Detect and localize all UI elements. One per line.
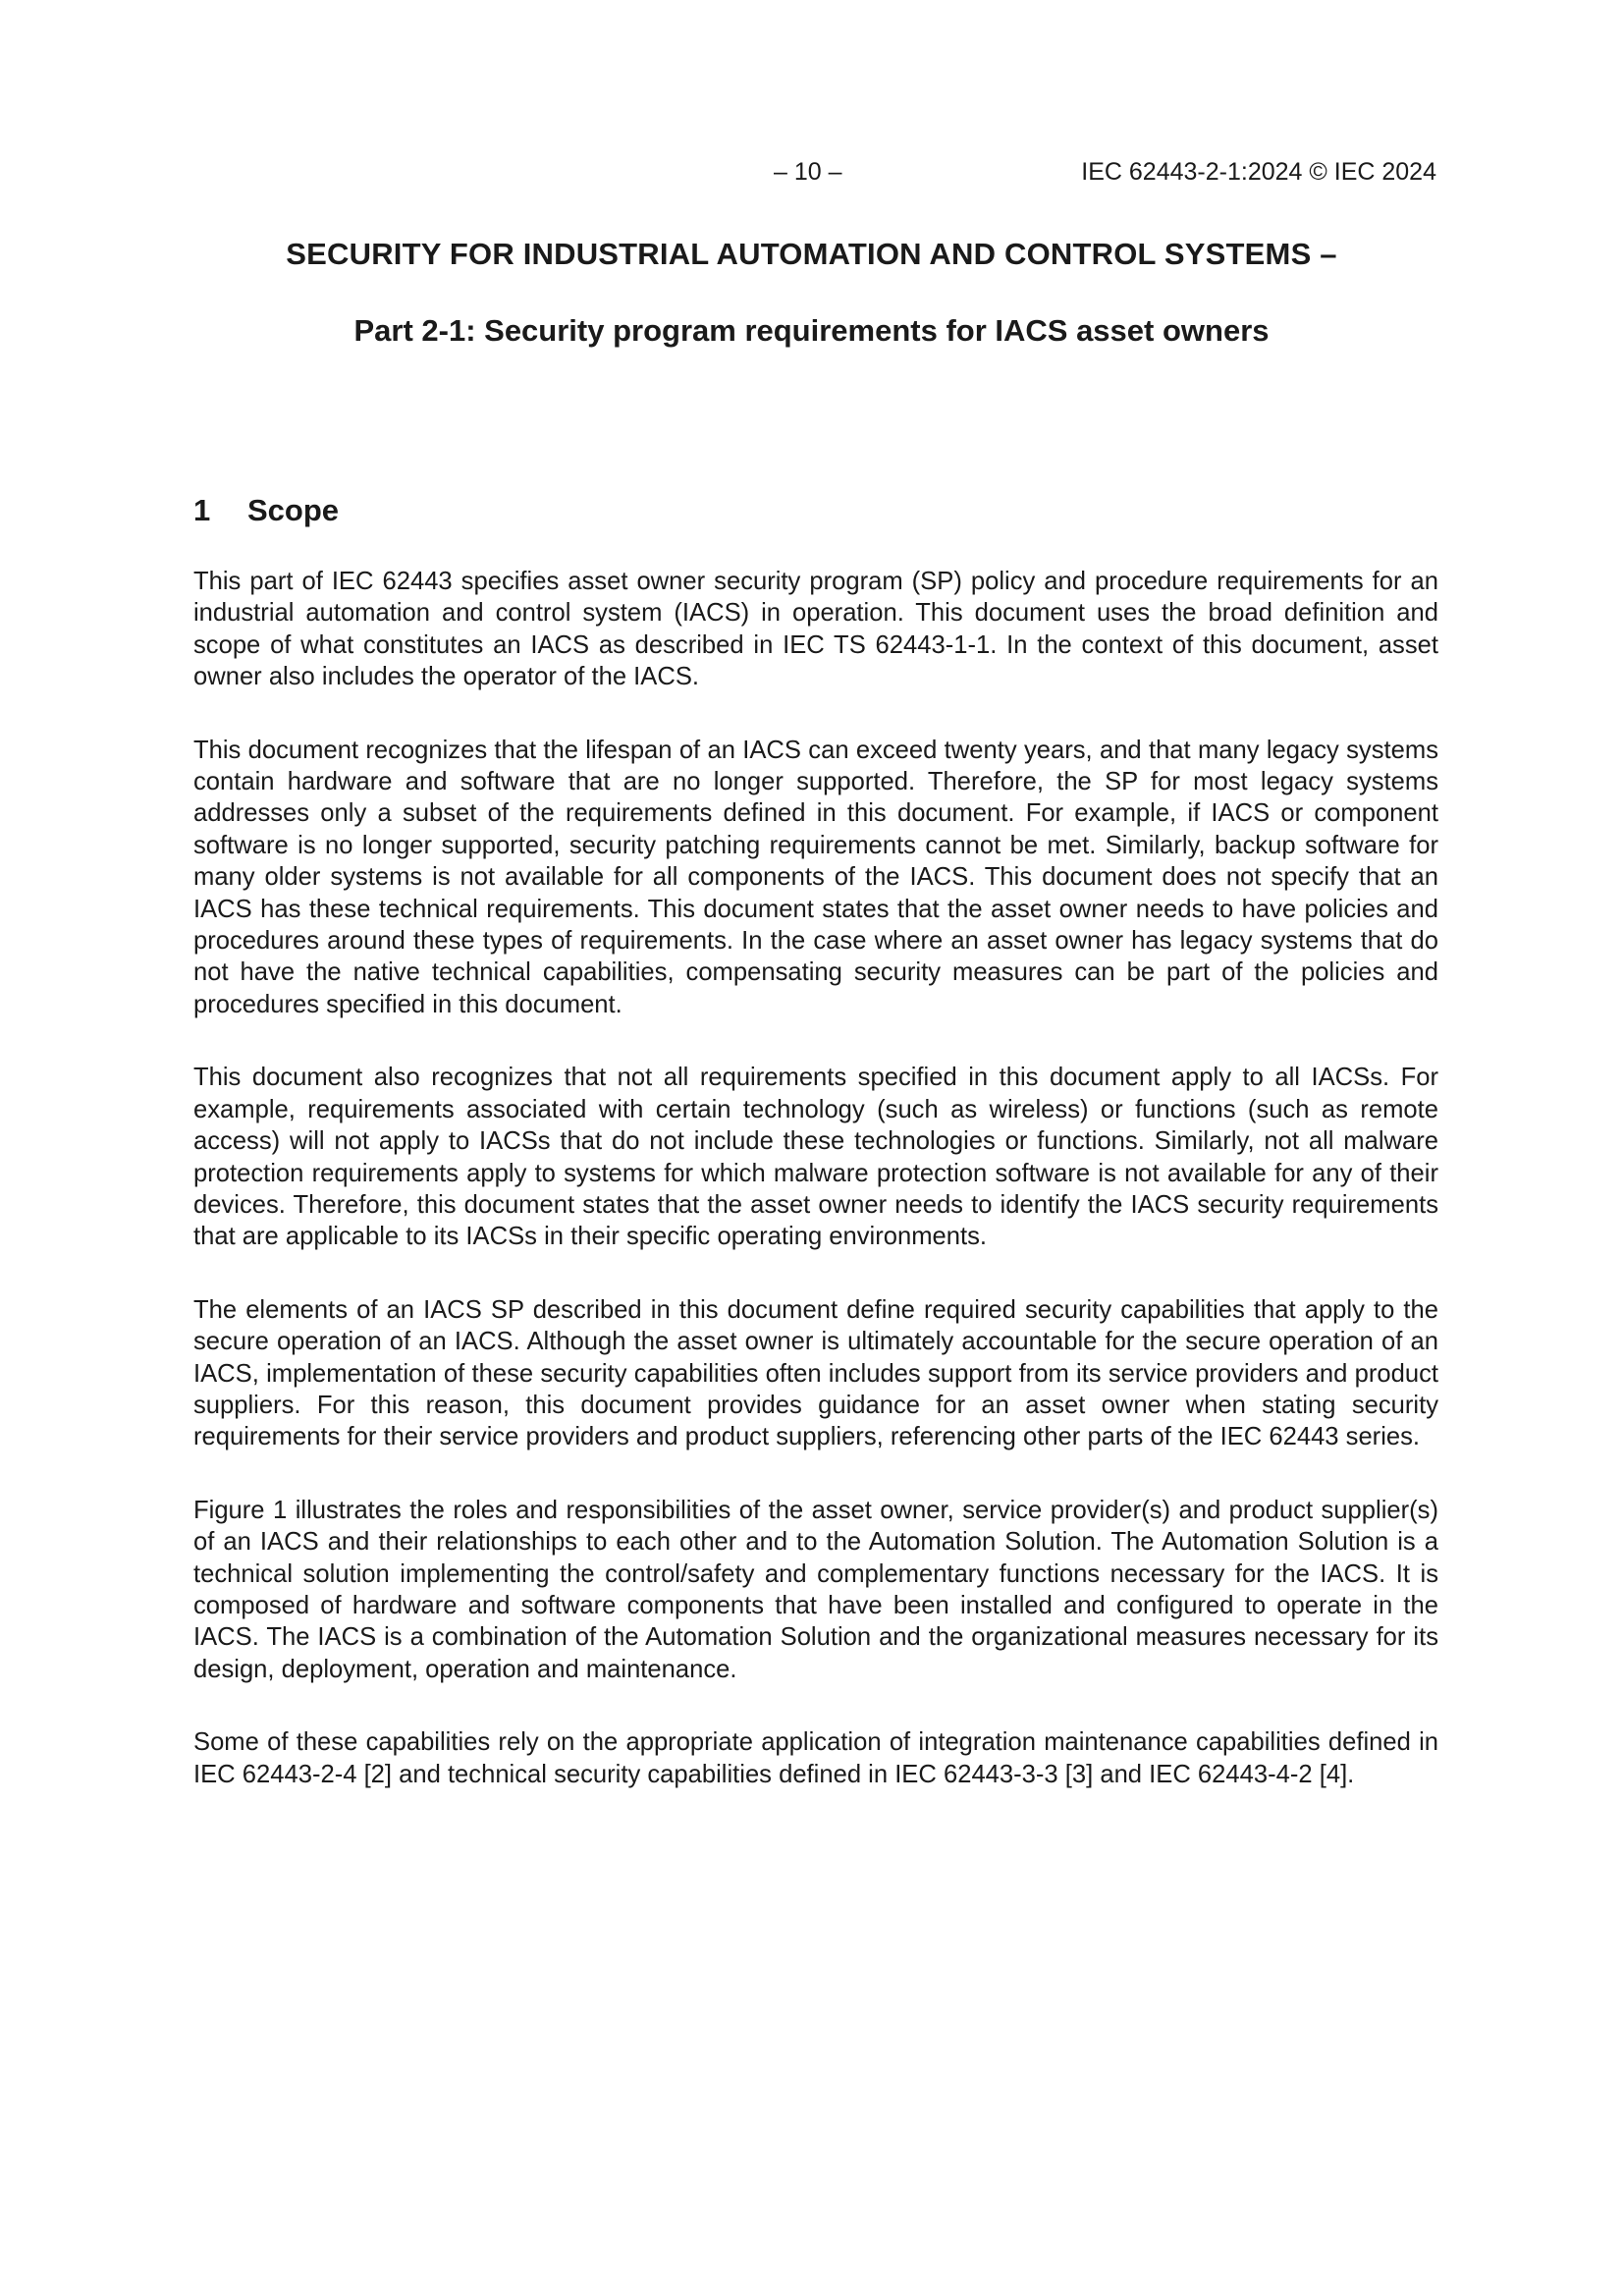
section-title: Scope [247,493,340,527]
document-reference: IEC 62443-2-1:2024 © IEC 2024 [1081,158,1436,186]
document-title: SECURITY FOR INDUSTRIAL AUTOMATION AND CONTROL SYSTEMS – [286,237,1337,271]
section-number: 1 [193,493,211,527]
page-header [0,155,1623,189]
paragraph: Some of these capabilities rely on the appropriate application of integration maintenance capabilities defined in IEC 62443-2-4 [2] and technical security capabilities defined in IEC 62443-3-3 [3] and IEC 62443-4-2 [4]. [193,1728,1438,1788]
page-number: – 10 – [774,158,842,186]
section-body [193,566,1438,1831]
paragraph: This document also recognizes that not all requirements specified in this document apply to all IACSs. For example, requirements associated with certain technology (such as wireless) or functions (such as remote access) will not apply to IACSs that do not include these technologies or functions. Similarly, not all malware protection requirements apply to systems for which malware protection software is not available for any of their devices. Therefore, this document states that the asset owner needs to identify the IACS security requirements that are applicable to its IACSs in their specific operating environments. [193,1064,1438,1251]
paragraph: This document recognizes that the lifespan of an IACS can exceed twenty years, and that many legacy systems contain hardware and software that are no longer supported. Therefore, the SP for most legacy systems addresses only a subset of the requirements defined in this document. For example, if IACS or component software is no longer supported, security patching requirements cannot be met. Similarly, backup software for many older systems is not available for all components of the IACS. This document does not specify that an IACS has these technical requirements. This document states that the asset owner needs to have policies and procedures around these types of requirements. In the case where an asset owner has legacy systems that do not have the native technical capabilities, compensating security measures can be part of the policies and procedures specified in this document. [193,736,1438,1018]
paragraph: The elements of an IACS SP described in this document define required security capabilities that apply to the secure operation of an IACS. Although the asset owner is ultimately accountable for the secure operation of an IACS, implementation of these security capabilities often includes support from its service providers and product suppliers. For this reason, this document provides guidance for an asset owner when stating security requirements for their service providers and product suppliers, referencing other parts of the IEC 62443 series. [193,1295,1438,1451]
paragraph: Figure 1 illustrates the roles and responsibilities of the asset owner, service provider(s) and product supplier(s) of an IACS and their relationships to each other and to the Automation Solution. The Automation Solution is a technical solution implementing the control/safety and complementary functions necessary for the IACS. It is composed of hardware and software components that have been installed and configured to operate in the IACS. The IACS is a combination of the Automation Solution and the organizational measures necessary for its design, deployment, operation and maintenance. [193,1496,1438,1683]
document-subtitle: Part 2-1: Security program requirements for IACS asset owners [353,313,1270,348]
paragraph: This part of IEC 62443 specifies asset owner security program (SP) policy and procedure requirements for an industrial automation and control system (IACS) in operation. This document uses the broad definition and scope of what constitutes an IACS as described in IEC TS 62443-1-1. In the context of this document, asset owner also includes the operator of the IACS. [193,568,1438,691]
section-heading [193,491,339,530]
